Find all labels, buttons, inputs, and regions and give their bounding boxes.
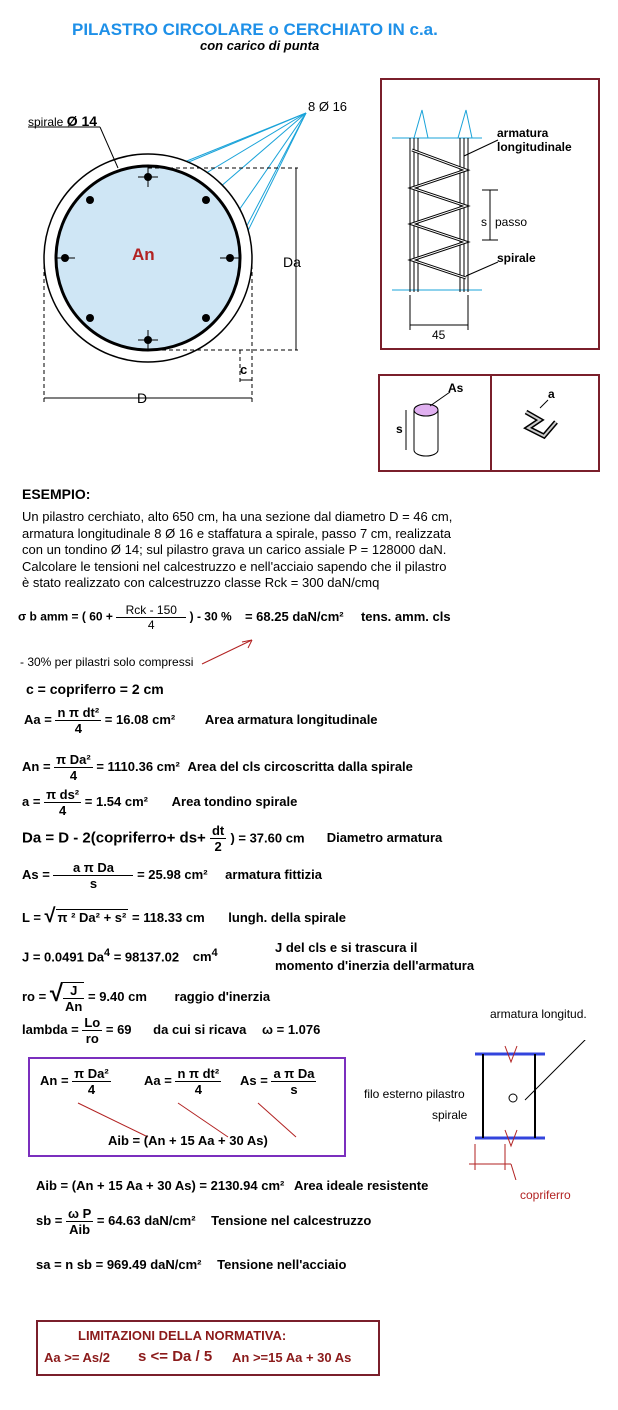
dim-45-label: 45 [432,328,446,342]
Da-label: Da [283,254,301,270]
J-desc1: J del cls e si trascura il [275,940,418,955]
longitudinale-label: longitudinale [497,140,572,154]
As-detail-label: As [448,381,464,395]
J-desc2: momento d'inerzia dell'armatura [275,958,475,973]
armatura-label: armatura [497,126,549,140]
a-formula: a = $\frac{\text{π ds²}}{4}$ = 1.54 cm² Area tondino spirale [22,787,298,818]
detail-drawing [380,376,598,470]
sb-result: sb = $\frac{\text{ω P}}{\text{Aib}}$ = 64.63 daN/cm² Tensione nel calcestruzzo [36,1206,372,1237]
limit-1: Aa >= As/2 [44,1350,111,1365]
example-line: Un pilastro cerchiato, alto 650 cm, ha una sezione dal diametro D = 46 cm, [22,509,453,524]
a-detail-label: a [548,387,555,401]
box-Aa: Aa = $\frac{\text{n π dt²}}{4}$ [144,1066,220,1097]
As-formula: As = $\frac{\text{a π Da}}{s}$ = 25.98 cm² armatura fittizia [22,860,322,891]
copriferro-label: copriferro [520,1188,571,1202]
limit-2: s <= Da / 5 [138,1348,213,1365]
ro-formula: ro = √ $\frac{J}{An}$ = 9.40 cm raggio d'inerzia [22,980,271,1014]
example-line: con un tondino Ø 14; sul pilastro grava un carico assiale P = 128000 daN. [22,542,447,557]
D-label: D [137,390,148,406]
filo-esterno-label: filo esterno pilastro [364,1087,465,1101]
note-arrow [200,636,260,666]
bars-label: 8 Ø 16 [308,99,348,114]
J-formula: J = 0.0491 Da$^4$ = 98137.02 $cm^4$ [22,947,218,965]
Da-formula: Da = D - 2(copriferro+ ds+ $\frac{dt}{2}$ ) = 37.60 cm Diametro armatura [22,823,443,854]
page-subtitle: con carico di punta [200,38,320,53]
example-heading: ESEMPIO: [22,486,91,502]
elevation-drawing [382,80,598,348]
s-detail-label: s [396,422,403,436]
limits-heading: LIMITAZIONI DELLA NORMATIVA: [78,1328,287,1343]
example-line: Calcolare le tensioni nel calcestruzzo e nell'acciaio sapendo che il pilastro [22,558,447,574]
elevation-box [380,78,600,350]
lambda-formula: lambda = $\frac{Lo}{ro}$ = 69 da cui si ricava ω = 1.076 [22,1015,321,1046]
note-30: - 30% per pilastri solo compressi [20,655,194,669]
Aib-result: Aib = (An + 15 Aa + 30 As) = 2130.94 cm² Area ideale resistente [36,1178,429,1193]
An-label: An [132,245,155,264]
sa-result: sa = n sb = 969.49 daN/cm² Tensione nell'acciaio [36,1257,347,1272]
cross-section-diagram [0,80,360,420]
An-formula: An = $\frac{\text{π Da²}}{4}$ = 1110.36 cm² Area del cls circoscritta dalla spirale [22,752,413,783]
spirale-side-label: spirale [432,1108,468,1122]
box-As: As = $\frac{\text{a π Da}}{s}$ [240,1066,315,1097]
example-line: è stato realizzato con calcestruzzo classe Rck = 300 daN/cmq [22,575,380,590]
limits-box [36,1320,380,1376]
detail-box [378,374,600,472]
spirale-elev-label: spirale [497,251,536,265]
example-line: armatura longitudinale 8 Ø 16 e staffatura a spirale, passo 7 cm, realizzata [22,525,451,541]
passo-label: passo [495,215,528,229]
limit-3: An >=15 Aa + 30 As [232,1350,352,1365]
armatura-longitud-label: armatura longitud. [490,1007,587,1021]
box-An: An = $\frac{\text{π Da²}}{4}$ [40,1066,109,1097]
s-label: s [481,215,487,229]
box-Aib: Aib = (An + 15 Aa + 30 As) [108,1133,268,1148]
side-detail-drawing [455,1040,615,1180]
page-title: PILASTRO CIRCOLARE o CERCHIATO IN c.a. [72,20,438,39]
spirale-label: spirale Ø 14 [28,113,98,129]
Aa-formula: Aa = $\frac{\text{n π dt²}}{4}$ = 16.08 cm² Area armatura longitudinale [24,705,378,736]
c-label: c [240,362,248,377]
copriferro-line: c = copriferro = 2 cm [26,681,164,697]
L-formula: L = √ π ² Da² + s² = 118.33 cm lungh. della spirale [22,905,347,927]
sigma-formula: σ b amm = ( 60 + $\frac{\text{Rck - 150}}{4}$ ) - 30 % = 68.25 daN/cm² tens. amm. cls [18,603,451,632]
example-text [22,509,452,592]
